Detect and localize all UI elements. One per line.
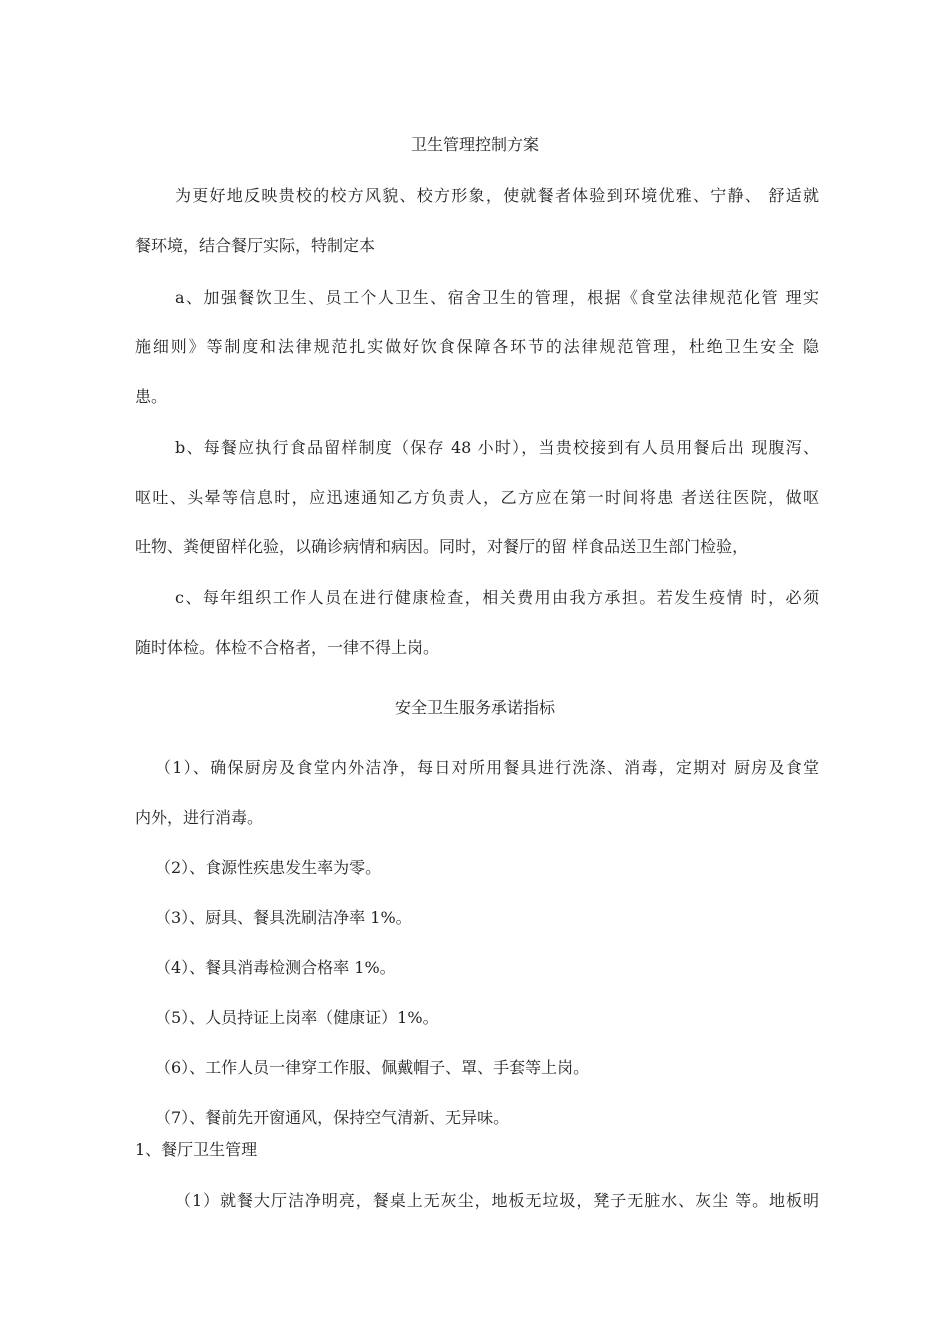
- commitment-1-line-1: （1）、确保厨房及食堂内外洁净，每日对所用餐具进行洗涤、消毒，定期对 厨房及食堂: [155, 758, 819, 777]
- intro-line-2: 餐环境，结合餐厅实际，特制定本: [135, 236, 376, 255]
- item-a-line-3: 患。: [135, 387, 168, 406]
- commitment-1-line-2: 内外，进行消毒。: [135, 808, 264, 827]
- commitment-4: （4）、餐具消毒检测合格率 1%。: [155, 958, 396, 977]
- hall-line-1: （1）就餐大厅洁净明亮，餐桌上无灰尘，地板无垃圾，凳子无脏水、灰尘 等。地板明: [175, 1191, 819, 1210]
- item-a-line-1: a、加强餐饮卫生、员工个人卫生、宿舍卫生的管理，根据《食堂法律规范化管 理实: [175, 288, 819, 307]
- item-c-line-2: 随时体检。体检不合格者，一律不得上岗。: [135, 638, 440, 657]
- intro-line-1: 为更好地反映贵校的校方风貌、校方形象，使就餐者体验到环境优雅、宁静、 舒适就: [175, 186, 819, 205]
- commitment-5: （5）、人员持证上岗率（健康证）1%。: [155, 1008, 439, 1027]
- item-c-line-1: c、每年组织工作人员在进行健康检查，相关费用由我方承担。若发生疫情 时，必须: [175, 588, 819, 607]
- document-title: 卫生管理控制方案: [410, 135, 539, 154]
- item-b-line-2: 呕吐、头晕等信息时，应迅速通知乙方负责人，乙方应在第一时间将患 者送往医院，做呕: [135, 488, 819, 507]
- section-title-hall: 1、餐厅卫生管理: [135, 1140, 258, 1159]
- commitment-7: （7）、餐前先开窗通风，保持空气清新、无异味。: [155, 1108, 510, 1127]
- commitment-6: （6）、工作人员一律穿工作服、佩戴帽子、罩、手套等上岗。: [155, 1058, 590, 1077]
- item-b-line-1: b、每餐应执行食品留样制度（保存 48 小时），当贵校接到有人员用餐后出 现腹泻、: [175, 438, 819, 457]
- item-b-line-3: 吐物、粪便留样化验，以确诊病情和病因。同时，对餐厅的留 样食品送卫生部门检验，: [135, 537, 749, 556]
- section-title-commitments: 安全卫生服务承诺指标: [394, 698, 555, 717]
- commitment-3: （3）、厨具、餐具洗刷洁净率 1%。: [155, 908, 412, 927]
- commitment-2: （2）、食源性疾患发生率为零。: [155, 858, 382, 877]
- item-a-line-2: 施细则》等制度和法律规范扎实做好饮食保障各环节的法律规范管理，杜绝卫生安全 隐: [135, 337, 819, 356]
